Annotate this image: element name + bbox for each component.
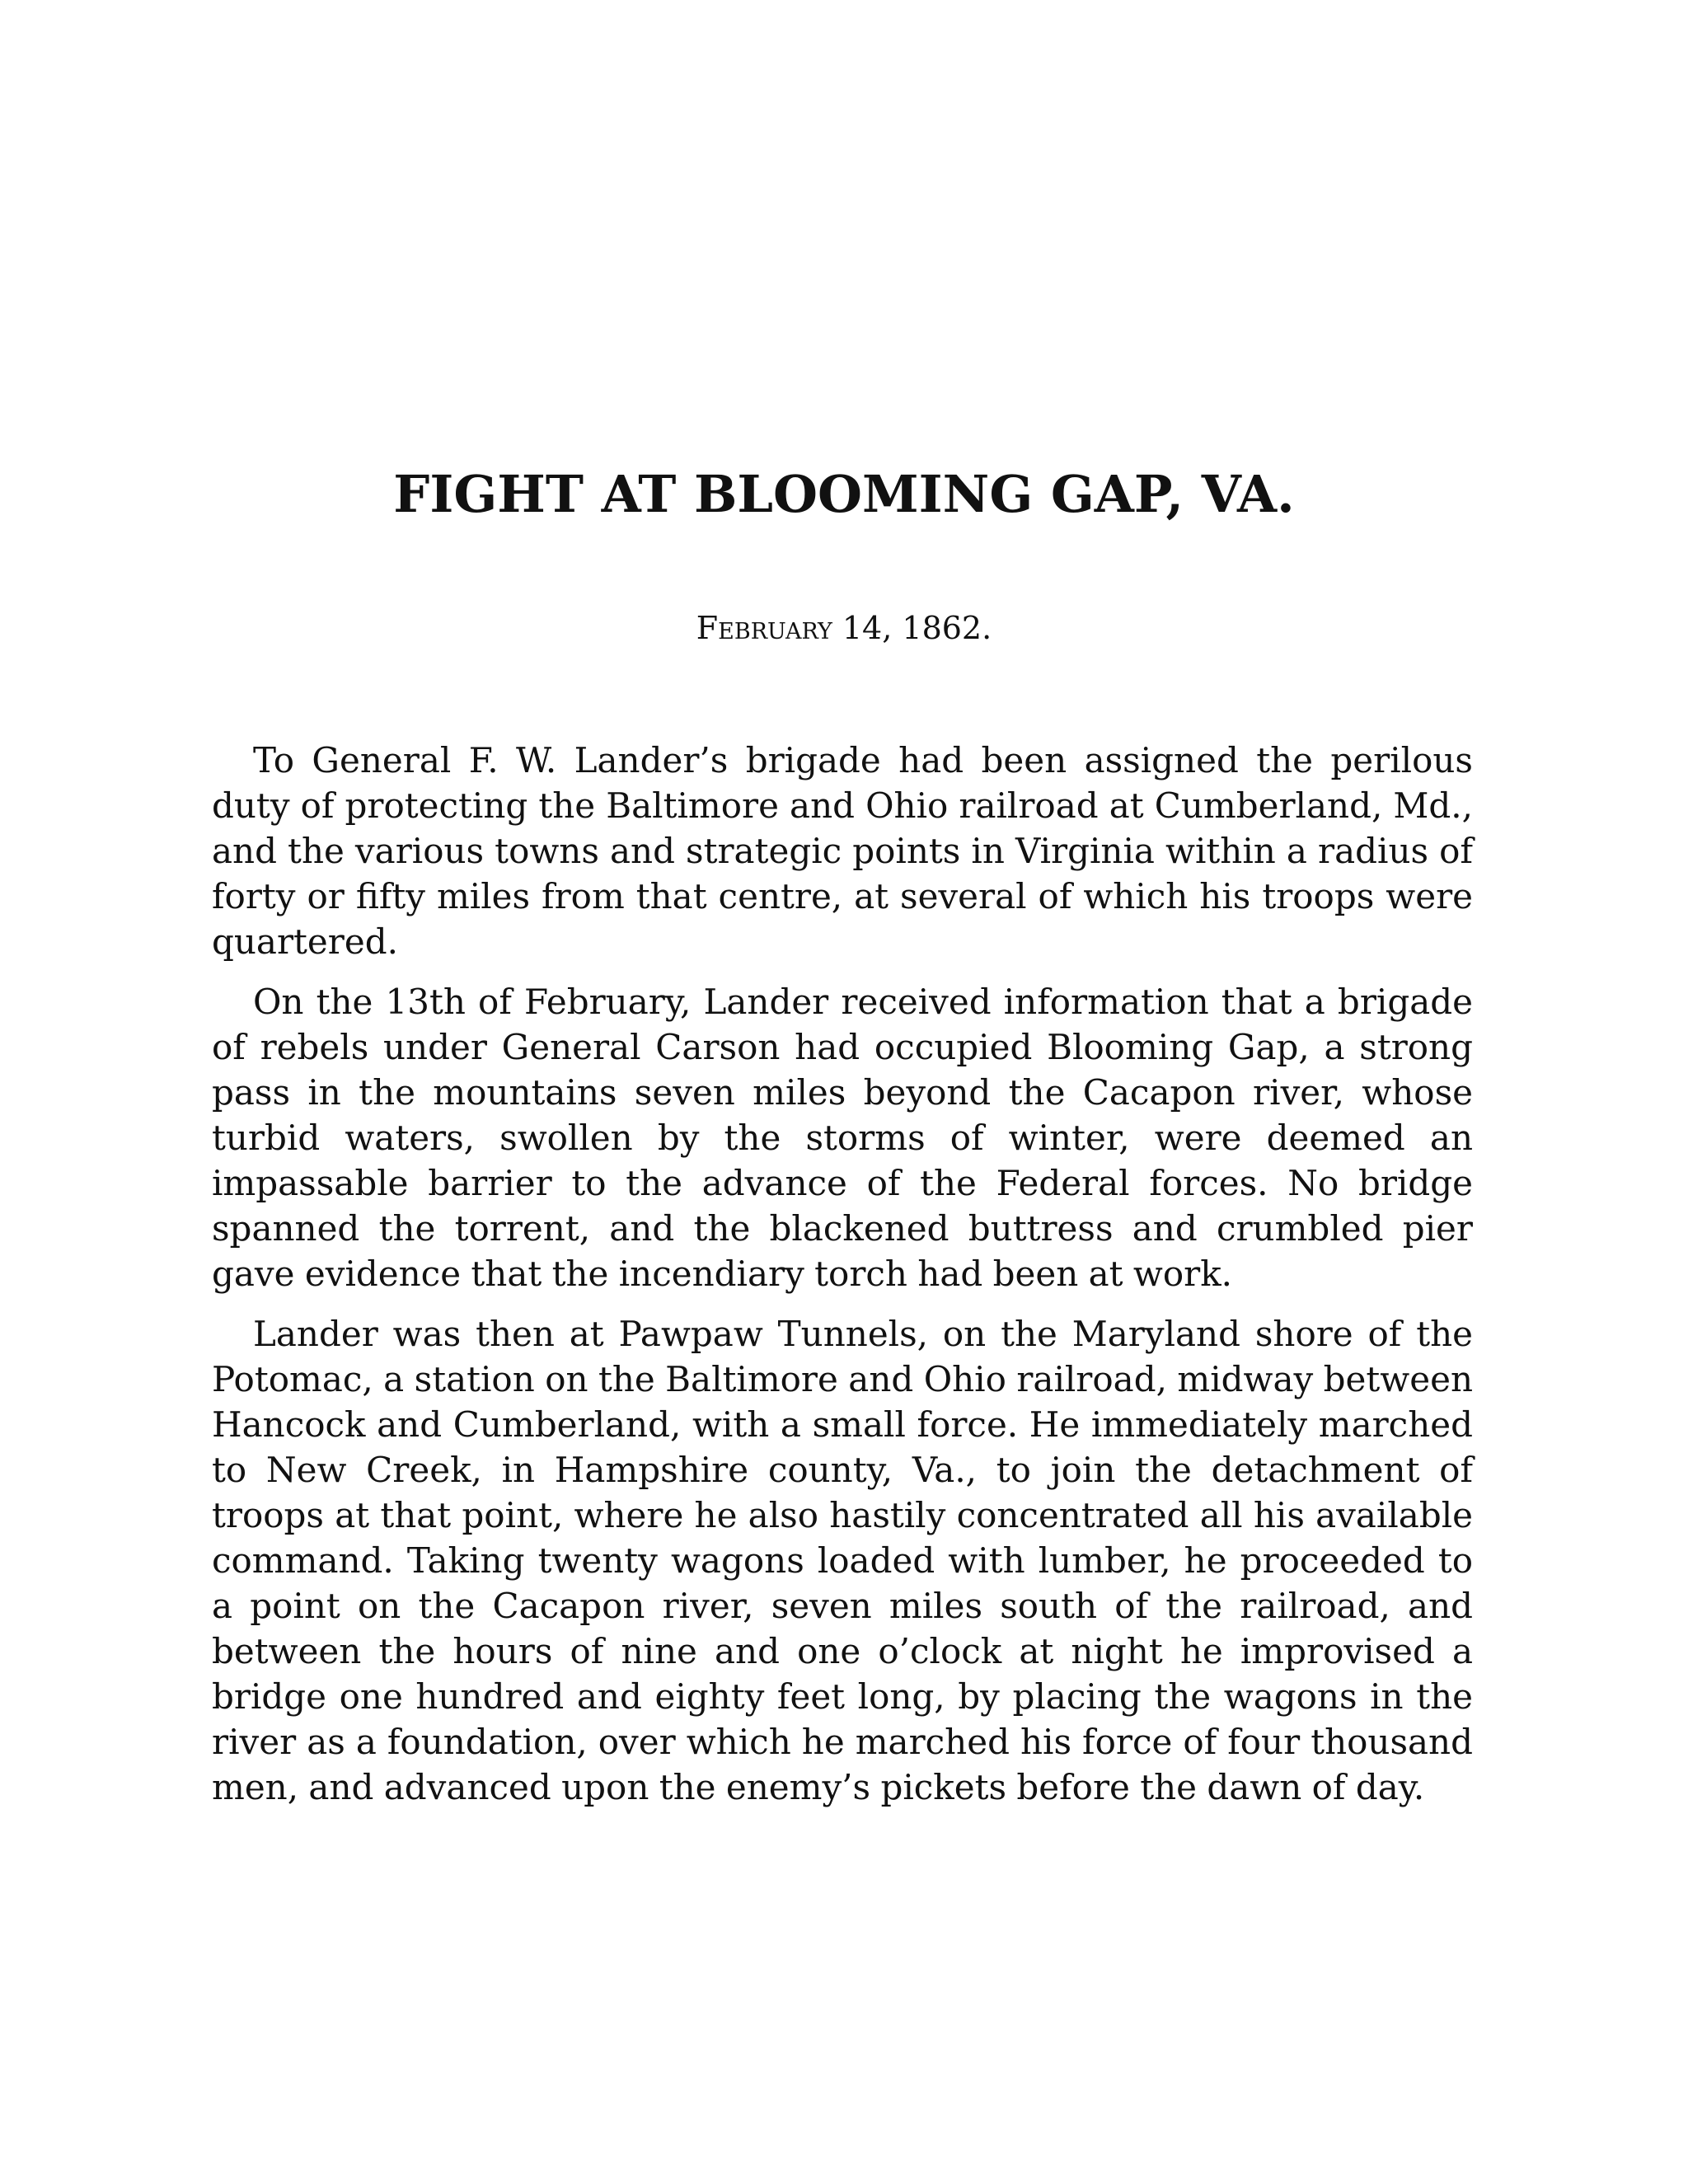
date-month: February [696,610,832,646]
paragraph-3: Lander was then at Pawpaw Tunnels, on the Maryland shore of the Potomac, a station on the Baltimore and Ohio railroad, midway between Hancock and Cumberland, with a small force. He immediately marched to New Creek, in Hampshire county, Va., to join the detachment of troops at that point, where he also hastily concentrated all his available command. Taking twenty wagons loaded with lumber, he proceeded to a point on the Cacapon river, seven miles south of the railroad, and between the hours of nine and one o’clock at night he improvised a bridge one hundred and eighty feet long, by placing the wagons in the river as a foundation, over which he marched his force of four thousand men, and advanced upon the enemy’s pickets before the dawn of day. [212,1314,1473,1807]
page-title: FIGHT AT BLOOMING GAP, VA. [393,464,1295,524]
date-rest: 14, 1862. [832,610,992,646]
date-line [0,606,1688,650]
paragraph-2: On the 13th of February, Lander received information that a brigade of rebels under General Carson had occupied Blooming Gap, a strong pass in the mountains seven miles beyond the Cacapon river, whose turbid waters, swollen by the storms of winter, were deemed an impassable barrier to the advance of the Federal forces. No bridge spanned the torrent, and the blackened buttress and crumbled pier gave evidence that the incendiary torch had been at work. [212,982,1473,1294]
body-text [212,738,1473,1825]
paragraph-1: To General F. W. Lander’s brigade had been assigned the perilous duty of protecting the Baltimore and Ohio railroad at Cumberland, Md., and the various towns and strategic points in Virginia within a radius of forty or fifty miles from that centre, at several of which his troops were quartered. [212,740,1473,962]
